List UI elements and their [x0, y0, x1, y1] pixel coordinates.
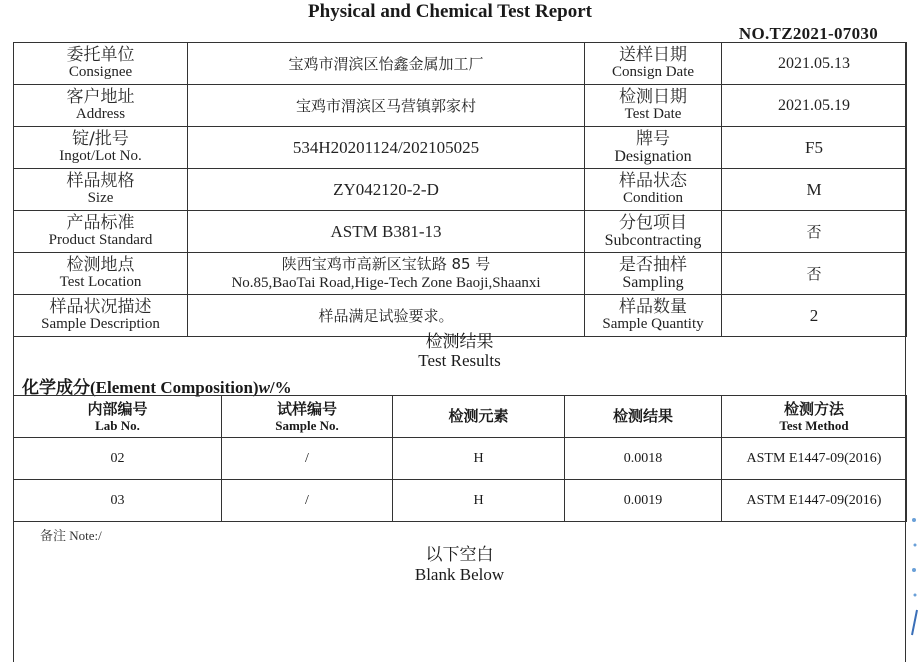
cell-sample-no: /: [222, 438, 393, 480]
subcontracting-value: 否: [722, 211, 907, 253]
standard-label: 产品标准 Product Standard: [14, 211, 188, 253]
info-row: [14, 43, 907, 85]
cell-element: H: [393, 438, 565, 480]
note-label: 备注 Note:/: [40, 528, 102, 544]
subcontracting-label: 分包项目 Subcontracting: [585, 211, 722, 253]
consign-date-label: 送样日期 Consign Date: [585, 43, 722, 85]
table-header-row: [14, 396, 907, 438]
col-method: 检测方法 Test Method: [722, 396, 907, 438]
cell-result: 0.0019: [565, 480, 722, 522]
report-number: NO.TZ2021-07030: [738, 24, 878, 43]
address-label: 客户地址 Address: [14, 85, 188, 127]
info-row: [14, 85, 907, 127]
test-results-heading: 检测结果 Test Results: [418, 332, 501, 370]
test-date-value: 2021.05.19: [722, 85, 907, 127]
info-row: [14, 127, 907, 169]
col-result: 检测结果: [565, 396, 722, 438]
consign-date-value: 2021.05.13: [722, 43, 907, 85]
info-row: [14, 169, 907, 211]
table-row: [14, 438, 907, 480]
info-row: [14, 211, 907, 253]
standard-value: ASTM B381-13: [188, 211, 585, 253]
cell-method: ASTM E1447-09(2016): [722, 480, 907, 522]
ingot-label: 锭/批号 Ingot/Lot No.: [14, 127, 188, 169]
report-title: Physical and Chemical Test Report: [308, 1, 592, 22]
description-label: 样品状况描述 Sample Description: [14, 295, 188, 337]
description-value: 样品满足试验要求。: [188, 295, 585, 337]
condition-label: 样品状态 Condition: [585, 169, 722, 211]
col-lab-no: 内部编号 Lab No.: [14, 396, 222, 438]
cell-method: ASTM E1447-09(2016): [722, 438, 907, 480]
address-value: 宝鸡市渭滨区马营镇郭家村: [188, 85, 585, 127]
composition-table: [13, 395, 907, 522]
location-label: 检测地点 Test Location: [14, 253, 188, 295]
cell-lab-no: 02: [14, 438, 222, 480]
consignee-label: 委托单位 Consignee: [14, 43, 188, 85]
size-label: 样品规格 Size: [14, 169, 188, 211]
blank-below: 以下空白 Blank Below: [414, 545, 505, 584]
sample-info-table: [13, 42, 907, 337]
col-element: 检测元素: [393, 396, 565, 438]
test-date-label: 检测日期 Test Date: [585, 85, 722, 127]
condition-value: M: [722, 169, 907, 211]
table-row: [14, 480, 907, 522]
sampling-label: 是否抽样 Sampling: [585, 253, 722, 295]
info-row: [14, 253, 907, 295]
composition-label: 化学成分(Element Composition)w/%: [22, 378, 292, 398]
location-value: 陕西宝鸡市高新区宝钛路 85 号 No.85,BaoTai Road,Hige-Tech Zone Baoji,Shaanxi: [188, 253, 585, 295]
designation-label: 牌号 Designation: [585, 127, 722, 169]
cell-result: 0.0018: [565, 438, 722, 480]
cell-sample-no: /: [222, 480, 393, 522]
ingot-value: 534H20201124/202105025: [188, 127, 585, 169]
size-value: ZY042120-2-D: [188, 169, 585, 211]
cell-element: H: [393, 480, 565, 522]
col-sample-no: 试样编号 Sample No.: [222, 396, 393, 438]
quantity-value: 2: [722, 295, 907, 337]
edge-stamp-fragment: [910, 500, 918, 640]
quantity-label: 样品数量 Sample Quantity: [585, 295, 722, 337]
cell-lab-no: 03: [14, 480, 222, 522]
info-row: [14, 295, 907, 337]
designation-value: F5: [722, 127, 907, 169]
sampling-value: 否: [722, 253, 907, 295]
consignee-value: 宝鸡市渭滨区怡鑫金属加工厂: [188, 43, 585, 85]
